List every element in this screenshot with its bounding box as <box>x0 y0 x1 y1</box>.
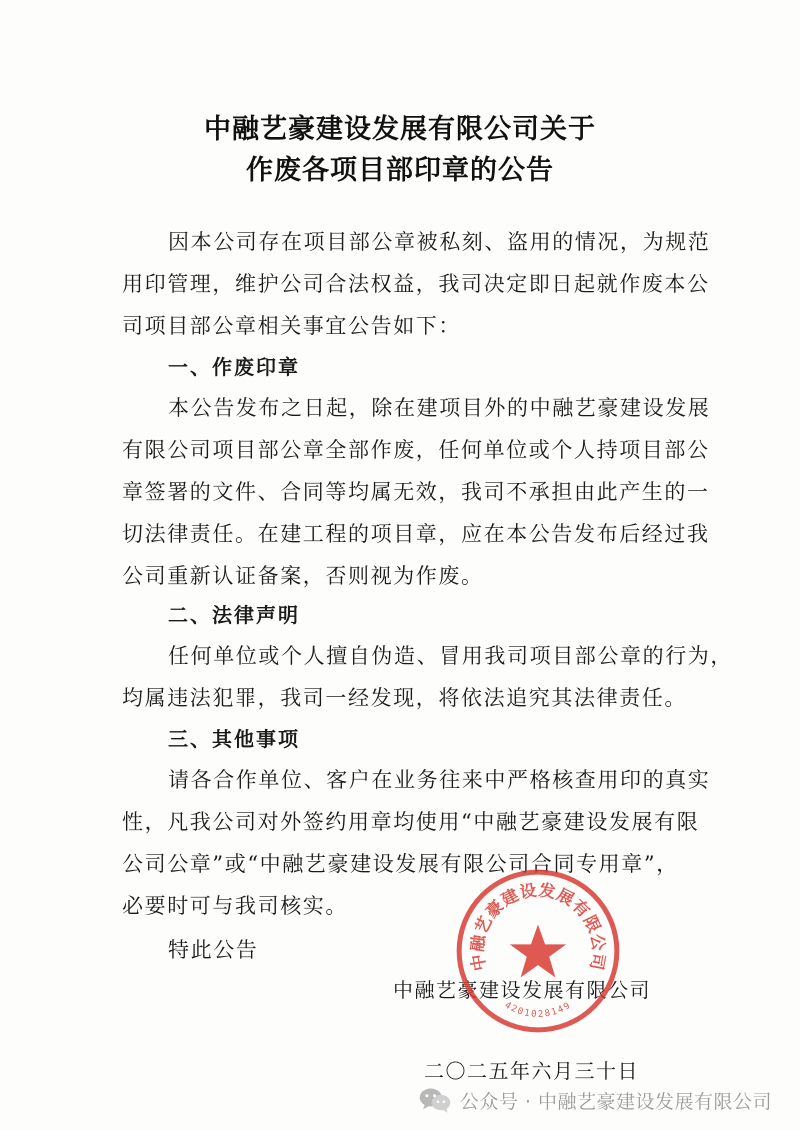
section-heading-1: 一、作废印章 <box>168 355 300 379</box>
section-heading-3: 三、其他事项 <box>168 727 300 751</box>
watermark-text: 公众号 · 中融艺豪建设发展有限公司 <box>459 1090 772 1113</box>
document-title-line1: 中融艺豪建设发展有限公司关于 <box>204 114 596 145</box>
section2-line-2: 均属违法犯罪，我司一经发现，将依法追究其法律责任。 <box>122 686 687 710</box>
section2-line-1: 任何单位或个人擅自伪造、冒用我司项目部公章的行为， <box>168 644 733 668</box>
intro-line-3: 司项目部公章相关事宜公告如下： <box>122 314 461 338</box>
closing-text: 特此公告 <box>168 938 259 962</box>
intro-line-1: 因本公司存在项目部公章被私刻、盗用的情况，为规范 <box>168 230 711 254</box>
signature-company: 中融艺豪建设发展有限公司 <box>393 978 651 1002</box>
document-title-line2: 作废各项目部印章的公告 <box>246 155 554 186</box>
section1-line-4: 切法律责任。在建工程的项目章，应在本公告发布后经过我 <box>122 522 710 546</box>
section3-line-4: 必要时可与我司核实。 <box>122 894 348 918</box>
wechat-icon <box>418 1086 452 1114</box>
section1-line-2: 有限公司项目部公章全部作废，任何单位或个人持项目部公 <box>122 438 710 462</box>
seal-text: 中融艺豪建设发展有限公司 <box>467 880 609 973</box>
section3-line-3: 公司公章”或“中融艺豪建设发展有限公司合同专用章”， <box>122 852 679 876</box>
watermark <box>418 1082 772 1118</box>
svg-text:4201028149 <box>503 1000 574 1019</box>
company-seal <box>455 868 621 1034</box>
signature-date: 二〇二五年六月三十日 <box>424 1059 639 1083</box>
section1-line-3: 章签署的文件、合同等均属无效，我司不承担由此产生的一 <box>122 480 710 504</box>
section1-line-1: 本公告发布之日起，除在建项目外的中融艺豪建设发展 <box>168 396 711 420</box>
section3-line-2: 性，凡我公司对外签约用章均使用“中融艺豪建设发展有限 <box>122 810 700 834</box>
svg-text:中融艺豪建设发展有限公司 <box>467 879 608 972</box>
section1-line-5: 公司重新认证备案，否则视为作废。 <box>122 564 484 588</box>
section3-line-1: 请各合作单位、客户在业务往来中严格核查用印的真实 <box>168 768 711 792</box>
seal-star-icon <box>510 924 566 977</box>
intro-line-2: 用印管理，维护公司合法权益，我司决定即日起就作废本公 <box>122 272 710 296</box>
section-heading-2: 二、法律声明 <box>168 603 300 627</box>
seal-code: 4201028149 <box>502 1000 574 1020</box>
